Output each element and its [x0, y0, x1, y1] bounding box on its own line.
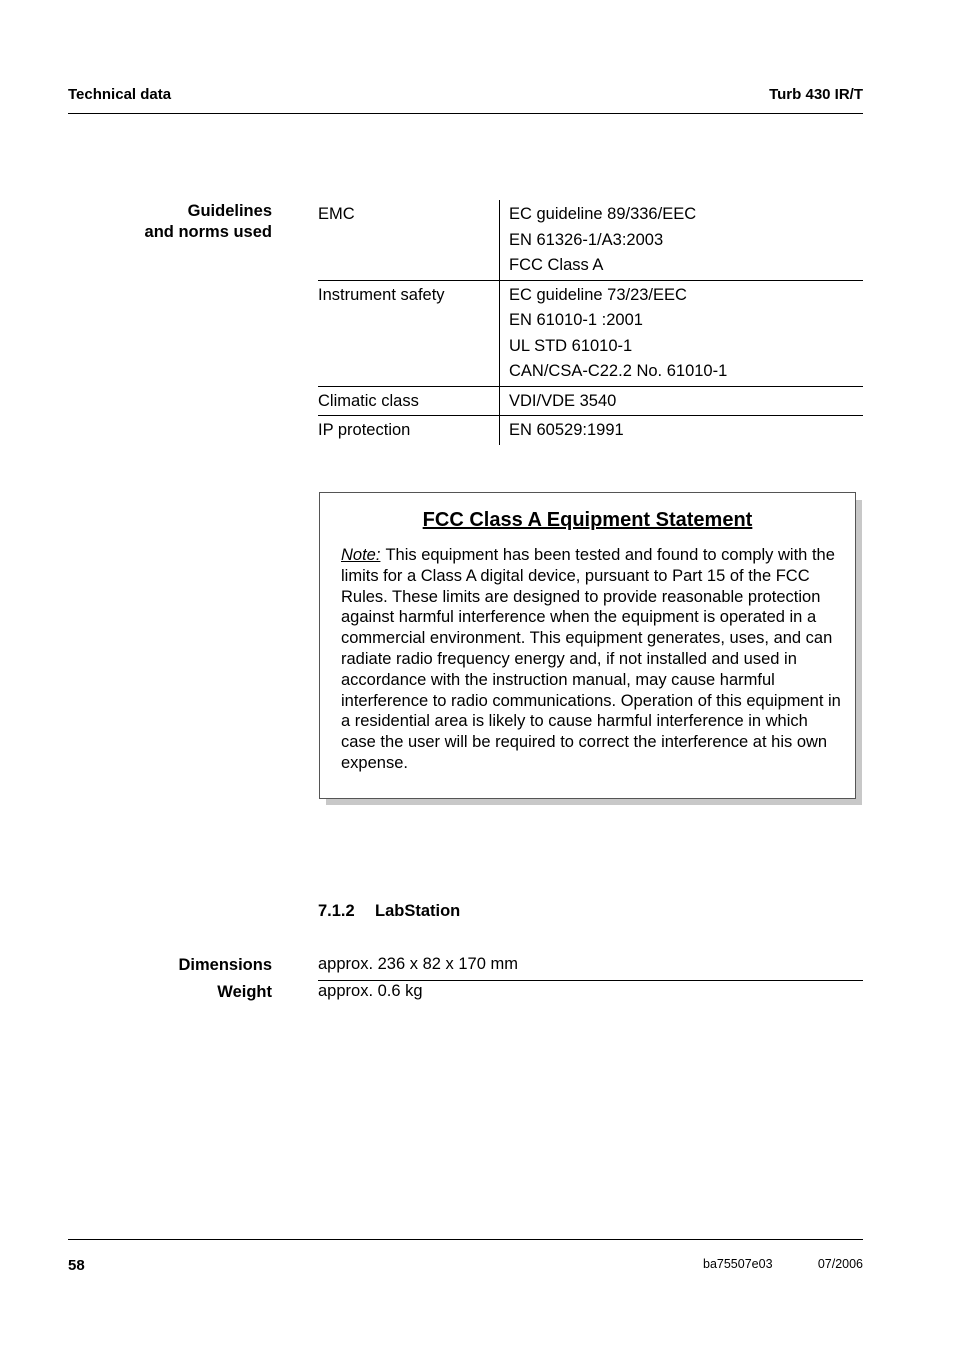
dimensions-rule — [318, 980, 863, 981]
fcc-statement-text: This equipment has been tested and found to comply with the limits for a Class A digital device, pursuant to Part 15 of the FCC Rules. These limits are designed to provide reasonable protection against harmful interference when the equipment is operated in a commercial environment. This equipment generates, uses, and can radiate radio frequency energy and, if not installed and used in accordance with the instruction manual, may cause harmful interference to radio communications. Operation of this equipment in a residential area is likely to cause harmful interference in which case the user will be required to correct the interference at his own expense. — [341, 546, 841, 772]
guidelines-table — [318, 200, 863, 445]
fcc-text-block — [341, 545, 841, 774]
table-row — [318, 280, 863, 386]
header-product: Turb 430 IR/T — [769, 86, 863, 103]
guidelines-label — [68, 201, 272, 243]
dimensions-value: approx. 236 x 82 x 170 mm — [318, 955, 518, 973]
value-line: EC guideline 89/336/EEC — [509, 205, 697, 223]
fcc-title: FCC Class A Equipment Statement — [422, 509, 753, 531]
guidelines-label-line1: Guidelines — [187, 202, 272, 220]
value-line: EN 61326-1/A3:2003 — [509, 230, 664, 249]
row-name: EMC — [318, 205, 355, 223]
row-values — [499, 200, 863, 280]
dimensions-label: Dimensions — [178, 956, 272, 974]
weight-label: Weight — [217, 983, 272, 1001]
doc-id: ba75507e03 — [703, 1257, 773, 1271]
value-line: CAN/CSA-C22.2 No. 61010-1 — [509, 362, 728, 380]
guidelines-label-line2: and norms used — [144, 223, 272, 241]
header-title: Technical data — [68, 86, 172, 103]
table-row — [318, 415, 863, 445]
value-line: UL STD 61010-1 — [509, 336, 633, 355]
row-values — [499, 387, 863, 416]
row-values — [499, 281, 863, 386]
section-number: 7.1.2 — [318, 902, 355, 920]
value-line: EN 61010-1 :2001 — [509, 311, 643, 329]
value-line: EN 60529:1991 — [509, 421, 624, 439]
section-heading — [318, 902, 460, 921]
doc-date: 07/2006 — [817, 1257, 863, 1271]
note-label: Note: — [341, 546, 381, 564]
table-row — [318, 386, 863, 416]
page-number: 58 — [68, 1257, 85, 1274]
weight-value: approx. 0.6 kg — [318, 982, 423, 1000]
value-line: FCC Class A — [509, 256, 604, 274]
table-row — [318, 200, 863, 280]
row-name: Instrument safety — [318, 285, 445, 304]
row-values — [499, 416, 863, 445]
section-title: LabStation — [375, 902, 461, 920]
value-line: EC guideline 73/23/EEC — [509, 285, 687, 304]
footer-rule — [68, 1239, 863, 1240]
fcc-statement-box — [319, 492, 856, 799]
header-rule — [68, 113, 863, 114]
row-name: IP protection — [318, 421, 411, 439]
row-name: Climatic class — [318, 391, 419, 410]
value-line: VDI/VDE 3540 — [509, 391, 617, 410]
